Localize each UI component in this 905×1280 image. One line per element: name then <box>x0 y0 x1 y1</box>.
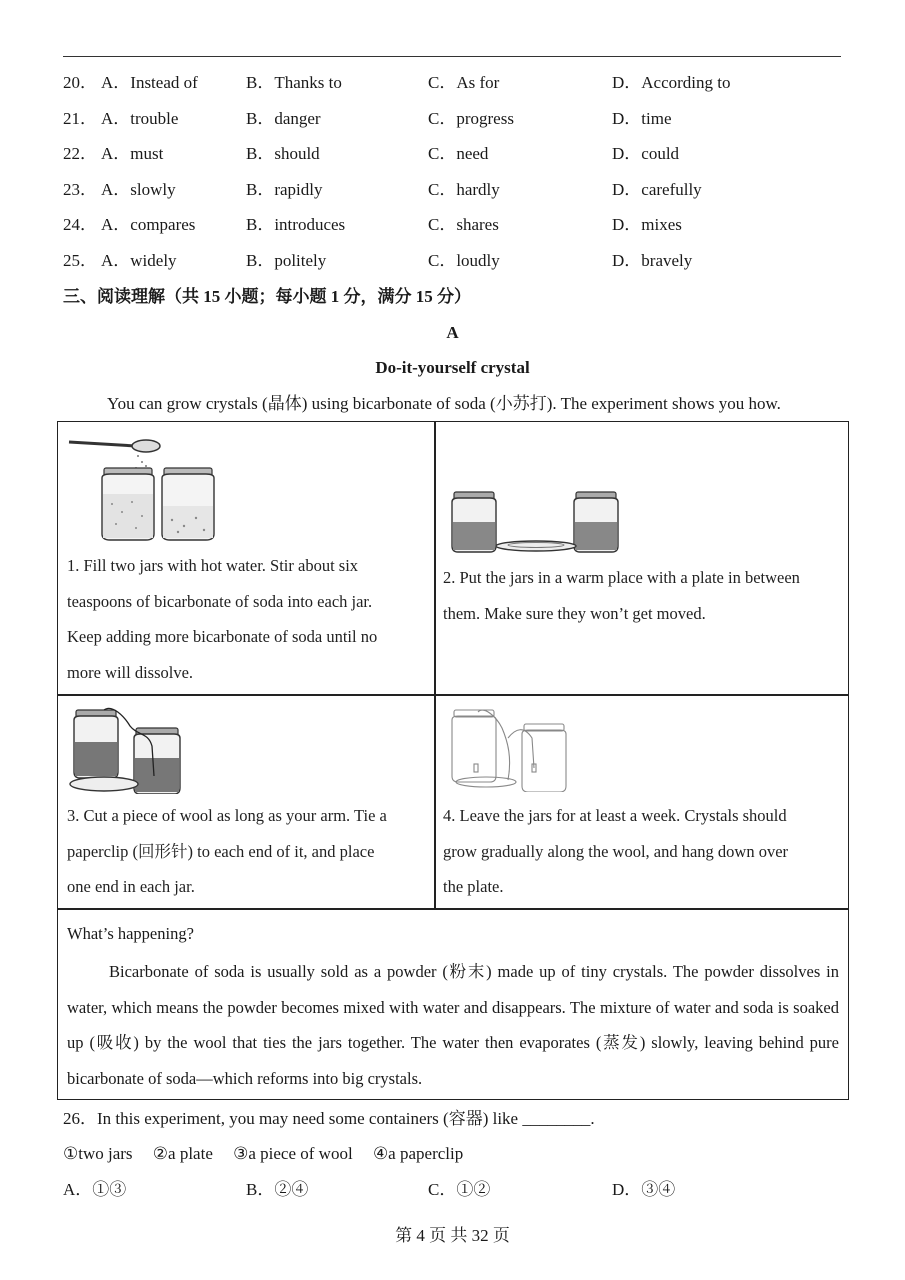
option-c: C．①② <box>428 1180 491 1199</box>
text-line: teaspoons of bicarbonate of soda into each jar. <box>67 591 373 611</box>
option-a: A．compares <box>101 215 196 234</box>
option-a: A．slowly <box>101 180 176 199</box>
option-d: D．could <box>612 144 680 163</box>
passage-title: Do-it-yourself crystal <box>375 358 530 377</box>
table-divider <box>58 694 848 696</box>
option-d: D．bravely <box>612 251 693 270</box>
option-row-22 <box>63 142 843 166</box>
option-b: B．introduces <box>246 215 346 234</box>
option-row-24 <box>63 213 843 237</box>
table-divider <box>434 422 436 908</box>
text-line: paperclip (回形针) to each end of it, and place <box>67 841 375 861</box>
passage-letter: A <box>446 323 459 342</box>
option-b: B．should <box>246 144 320 163</box>
option-c: C．hardly <box>428 180 500 199</box>
question-number: 22． <box>63 144 97 163</box>
item-2: ②a plate <box>152 1144 213 1163</box>
step-3-text <box>67 798 427 905</box>
question-26-items <box>63 1142 479 1166</box>
option-b: B．②④ <box>246 1180 309 1199</box>
text-line: 4. Leave the jars for at least a week. Crystals should <box>443 806 787 825</box>
text-line: them. Make sure they won’t get moved. <box>443 603 706 623</box>
text-line: Keep adding more bicarbonate of soda until no <box>67 627 378 646</box>
option-row-20 <box>63 71 843 95</box>
option-c: C．progress <box>428 109 514 128</box>
happening-heading: What’s happening? <box>67 924 194 943</box>
table-divider <box>58 908 848 910</box>
option-a: A．Instead of <box>101 73 198 92</box>
text-line: 2. Put the jars in a warm place with a plate in between <box>443 568 800 587</box>
question-number: 25． <box>63 251 97 270</box>
text-line: more will dissolve. <box>67 662 194 682</box>
page-footer: 第 4 页 共 32 页 <box>395 1226 510 1245</box>
passage-intro: You can grow crystals (晶体) using bicarbonate of soda (小苏打). The experiment shows you how. <box>107 394 781 413</box>
text-line: one end in each jar. <box>67 877 195 896</box>
step-1-text <box>67 548 427 690</box>
option-d: D．According to <box>612 73 731 92</box>
question-number: 21． <box>63 109 97 128</box>
option-c: C．As for <box>428 73 500 92</box>
option-row-25 <box>63 249 843 273</box>
top-rule <box>63 56 841 57</box>
option-a: A．①③ <box>63 1180 127 1199</box>
option-d: D．③④ <box>612 1180 676 1199</box>
jars-spoon-pouring-illustration <box>66 432 226 542</box>
option-a: A．widely <box>101 251 177 270</box>
text-line: 1. Fill two jars with hot water. Stir about six <box>67 556 359 575</box>
question-number: 23． <box>63 180 97 199</box>
happening-body: Bicarbonate of soda is usually sold as a powder (粉末) made up of tiny crystals. The powder dissolves in water, which means the powder becomes mixed with water and disappears. The mixture of water and soda is soaked up (吸收) by the wool that ties the jars together. The water then evaporates (蒸发) slowly, leaving behind pure bicarbonate of soda—which reforms into big crystals. <box>67 962 839 1088</box>
option-a: A．trouble <box>101 109 179 128</box>
option-d: D．mixes <box>612 215 682 234</box>
option-d: D．carefully <box>612 180 702 199</box>
option-c: C．loudly <box>428 251 500 270</box>
option-b: B．danger <box>246 109 321 128</box>
text-line: the plate. <box>443 877 504 896</box>
jars-with-wool-illustration <box>68 706 188 794</box>
option-b: B．rapidly <box>246 180 323 199</box>
text-line: grow gradually along the wool, and hang down over <box>443 841 789 861</box>
option-c: C．shares <box>428 215 499 234</box>
item-3: ③a piece of wool <box>233 1144 353 1163</box>
option-row-23 <box>63 178 843 202</box>
question-26-options <box>63 1178 843 1202</box>
option-c: C．need <box>428 144 489 163</box>
option-a: A．must <box>101 144 164 163</box>
step-4-text <box>443 798 843 905</box>
jars-with-plate-illustration <box>446 488 626 556</box>
item-4: ④a paperclip <box>372 1144 464 1163</box>
jars-crystal-wool-sketch <box>448 708 574 792</box>
question-number: 20． <box>63 73 97 92</box>
option-b: B．politely <box>246 251 327 270</box>
item-1: ①two jars <box>63 1144 133 1163</box>
step-2-text <box>443 560 843 631</box>
option-b: B．Thanks to <box>246 73 342 92</box>
option-d: D．time <box>612 109 672 128</box>
option-row-21 <box>63 107 843 131</box>
text-line: 3. Cut a piece of wool as long as your arm. Tie a <box>67 806 387 825</box>
section-title: 三、阅读理解（共 15 小题；每小题 1 分，满分 15 分） <box>63 287 471 306</box>
experiment-table <box>57 421 849 1100</box>
question-26-stem: 26．In this experiment, you may need some containers (容器) like ________. <box>63 1109 595 1128</box>
question-number: 24． <box>63 215 97 234</box>
